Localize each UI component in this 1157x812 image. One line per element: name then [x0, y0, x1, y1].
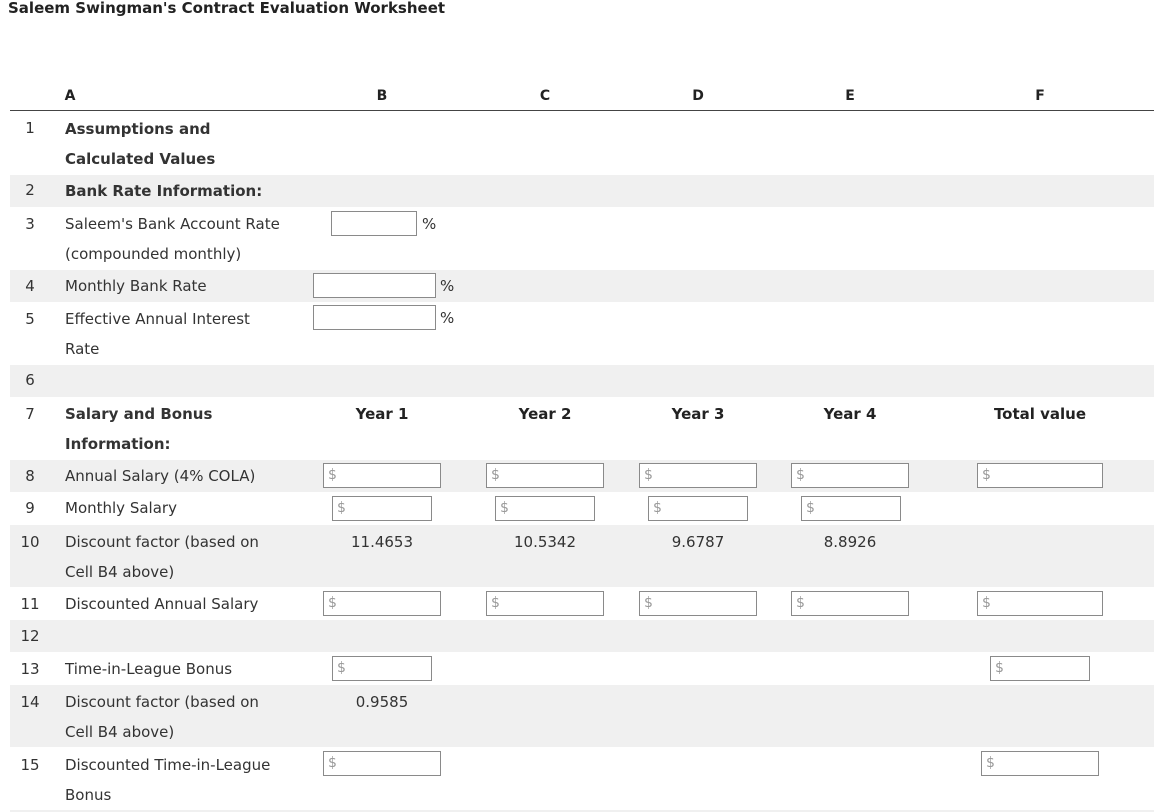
column-header-c: C	[539, 88, 551, 104]
year-1-header: Year 1	[355, 405, 409, 423]
dollar-sign: $	[500, 500, 509, 516]
row-11	[10, 588, 1154, 620]
row-number: 12	[20, 627, 40, 645]
dollar-sign: $	[806, 500, 815, 516]
row-number: 14	[20, 693, 40, 711]
dollar-sign: $	[337, 500, 346, 516]
row-label: Discounted Time-in-League	[65, 756, 271, 774]
column-header-f: F	[1035, 88, 1045, 104]
row-number: 8	[25, 467, 35, 485]
discounted-bonus-input[interactable]	[323, 751, 441, 776]
row-3	[10, 207, 1154, 269]
row-label: Monthly Bank Rate	[65, 277, 207, 295]
row-4	[10, 270, 1154, 302]
discount-factor-year4: 8.8926	[823, 533, 877, 551]
dollar-sign: $	[796, 595, 805, 611]
row-8	[10, 460, 1154, 492]
dollar-sign: $	[644, 467, 653, 483]
row-label: Effective Annual Interest	[65, 310, 250, 328]
row-label-cont: Rate	[65, 340, 100, 358]
dollar-sign: $	[986, 755, 995, 771]
row-label: Discount factor (based on	[65, 693, 259, 711]
discounted-salary-total-input[interactable]	[977, 591, 1103, 616]
row-5	[10, 302, 1154, 364]
row-9	[10, 492, 1154, 524]
row-label: Assumptions and	[65, 120, 211, 138]
monthly-salary-year3-input[interactable]	[648, 496, 748, 521]
column-header-b: B	[376, 88, 388, 104]
row-number: 15	[20, 756, 40, 774]
year-4-header: Year 4	[823, 405, 877, 423]
percent-sign: %	[440, 309, 455, 327]
row-label: Monthly Salary	[65, 499, 177, 517]
dollar-sign: $	[644, 595, 653, 611]
row-number: 4	[25, 277, 35, 295]
row-number: 3	[25, 215, 35, 233]
year-3-header: Year 3	[671, 405, 725, 423]
dollar-sign: $	[491, 467, 500, 483]
row-label: Time-in-League Bonus	[65, 660, 233, 678]
discount-factor-year2: 10.5342	[513, 533, 577, 551]
row-6	[10, 365, 1154, 397]
row-label: Bank Rate Information:	[65, 182, 263, 200]
bank-account-rate-input[interactable]	[331, 211, 417, 236]
row-label-cont: Information:	[65, 435, 171, 453]
row-number: 1	[25, 119, 35, 137]
row-label-cont: Cell B4 above)	[65, 723, 175, 741]
discounted-salary-year3-input[interactable]	[639, 591, 757, 616]
year-2-header: Year 2	[518, 405, 572, 423]
time-in-league-bonus-input[interactable]	[332, 656, 432, 681]
annual-salary-year3-input[interactable]	[639, 463, 757, 488]
row-label: Discounted Annual Salary	[65, 595, 259, 613]
worksheet-title: Saleem Swingman's Contract Evaluation Worksheet	[8, 0, 446, 17]
row-label-cont: Calculated Values	[65, 150, 216, 168]
dollar-sign: $	[328, 755, 337, 771]
dollar-sign: $	[328, 595, 337, 611]
dollar-sign: $	[653, 500, 662, 516]
column-header-d: D	[692, 88, 704, 104]
monthly-salary-year4-input[interactable]	[801, 496, 901, 521]
row-number: 10	[20, 533, 40, 551]
annual-salary-total-input[interactable]	[977, 463, 1103, 488]
row-14	[10, 685, 1154, 747]
discounted-salary-year1-input[interactable]	[323, 591, 441, 616]
row-12	[10, 620, 1154, 652]
row-10	[10, 525, 1154, 587]
row-label: Discount factor (based on	[65, 533, 259, 551]
header-divider	[10, 110, 1154, 111]
dollar-sign: $	[491, 595, 500, 611]
row-label-cont: Cell B4 above)	[65, 563, 175, 581]
column-header-e: E	[845, 88, 855, 104]
percent-sign: %	[440, 277, 455, 295]
percent-sign: %	[422, 215, 437, 233]
annual-salary-year1-input[interactable]	[323, 463, 441, 488]
monthly-bank-rate-input[interactable]	[313, 273, 436, 298]
row-label: Salary and Bonus	[65, 405, 213, 423]
time-in-league-bonus-total-input[interactable]	[990, 656, 1090, 681]
row-number: 5	[25, 310, 35, 328]
discounted-bonus-total-input[interactable]	[981, 751, 1099, 776]
annual-salary-year4-input[interactable]	[791, 463, 909, 488]
row-label-cont: Bonus	[65, 786, 112, 804]
row-label-cont: (compounded monthly)	[65, 245, 242, 263]
dollar-sign: $	[982, 467, 991, 483]
discounted-salary-year4-input[interactable]	[791, 591, 909, 616]
dollar-sign: $	[337, 660, 346, 676]
discount-factor-year1: 11.4653	[350, 533, 414, 551]
row-number: 7	[25, 405, 35, 423]
row-label: Saleem's Bank Account Rate	[65, 215, 280, 233]
total-value-header: Total value	[993, 405, 1087, 423]
effective-annual-rate-input[interactable]	[313, 305, 436, 330]
row-15	[10, 748, 1154, 810]
discount-factor-year3: 9.6787	[671, 533, 725, 551]
row-number: 9	[25, 499, 35, 517]
row-label: Annual Salary (4% COLA)	[65, 467, 256, 485]
bonus-discount-factor: 0.9585	[355, 693, 409, 711]
row-number: 6	[25, 371, 35, 389]
row-number: 11	[20, 595, 40, 613]
monthly-salary-year2-input[interactable]	[495, 496, 595, 521]
row-1	[10, 114, 1154, 174]
row-number: 2	[25, 181, 35, 199]
dollar-sign: $	[796, 467, 805, 483]
dollar-sign: $	[995, 660, 1004, 676]
discounted-salary-year2-input[interactable]	[486, 591, 604, 616]
row-2	[10, 175, 1154, 207]
dollar-sign: $	[328, 467, 337, 483]
dollar-sign: $	[982, 595, 991, 611]
row-number: 13	[20, 660, 40, 678]
monthly-salary-year1-input[interactable]	[332, 496, 432, 521]
row-13	[10, 653, 1154, 685]
row-7	[10, 397, 1154, 459]
column-header-a: A	[64, 88, 76, 104]
annual-salary-year2-input[interactable]	[486, 463, 604, 488]
